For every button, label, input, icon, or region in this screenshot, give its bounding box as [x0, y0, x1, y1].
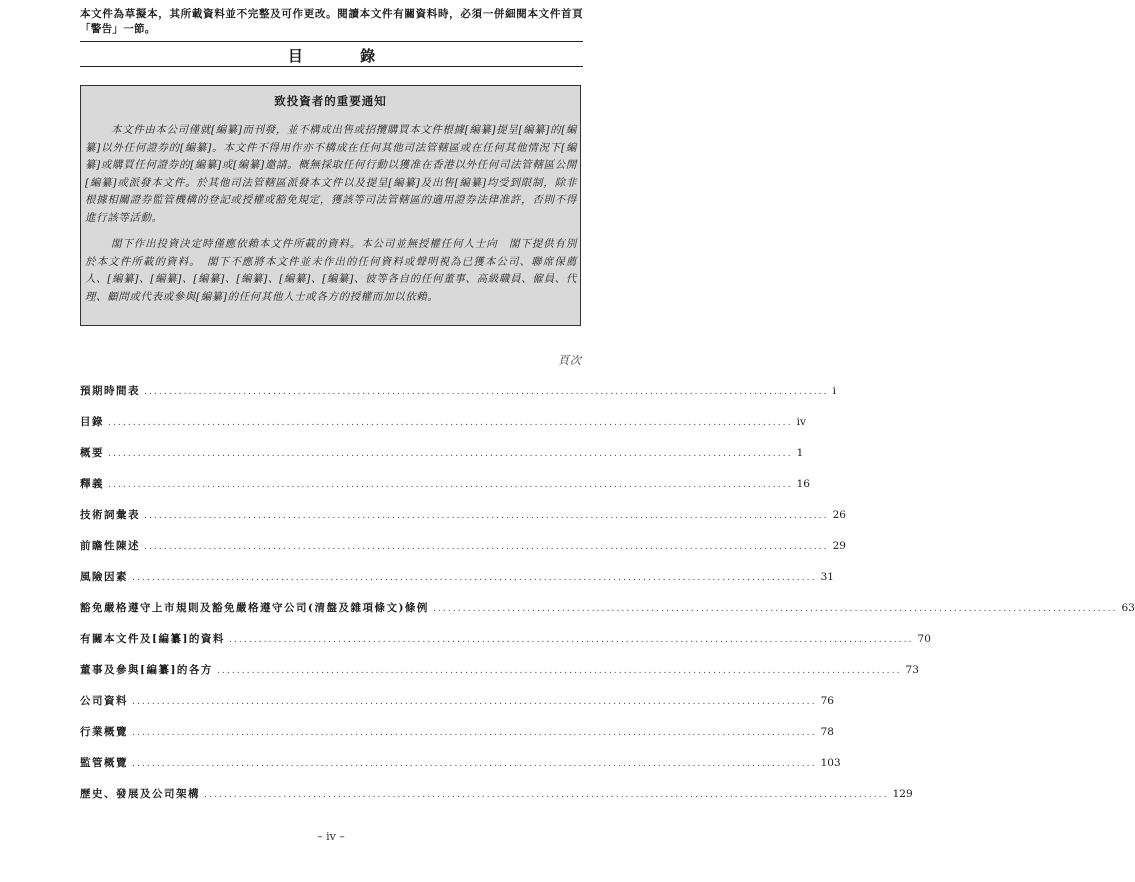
- toc-entry[interactable]: [80, 724, 834, 740]
- notice-title: 致投資者的重要通知: [274, 94, 387, 108]
- toc-leader-dots: ..........................................................................................................................................: [108, 418, 793, 428]
- page-number: – iv –: [317, 830, 345, 843]
- toc-entry-page: 73: [905, 664, 919, 676]
- header-rule-bottom: [80, 66, 583, 67]
- toc-entry-page: 103: [820, 757, 841, 769]
- toc-leader-dots: ..........................................................................................................................................: [144, 387, 829, 397]
- toc-entry-page: 1: [796, 447, 804, 459]
- toc-entry-page: 129: [892, 788, 913, 800]
- toc-entry[interactable]: [80, 476, 810, 492]
- toc-leader-dots: ..........................................................................................................................................: [144, 542, 829, 552]
- toc-entry-label: 預期時間表: [80, 385, 140, 397]
- toc-entry[interactable]: [80, 507, 846, 523]
- toc-entry[interactable]: [80, 600, 1135, 616]
- toc-entry-page: i: [832, 385, 836, 397]
- toc-entry-page: 63: [1121, 602, 1135, 614]
- toc-entry[interactable]: [80, 569, 834, 585]
- toc-leader-dots: ..........................................................................................................................................: [132, 759, 817, 769]
- toc-entry-label: 釋義: [80, 478, 104, 490]
- toc-entry-page: 26: [832, 509, 846, 521]
- toc-entry[interactable]: [80, 693, 834, 709]
- toc-entry-label: 有關本文件及[編纂]的資料: [80, 633, 225, 645]
- toc-leader-dots: ..........................................................................................................................................: [204, 790, 889, 800]
- toc-leader-dots: ..........................................................................................................................................: [132, 573, 817, 583]
- toc-leader-dots: ..........................................................................................................................................: [132, 697, 817, 707]
- important-notice-box: [80, 85, 581, 326]
- page-title: 目 錄: [287, 47, 402, 65]
- toc-leader-dots: ..........................................................................................................................................: [108, 480, 793, 490]
- toc-leader-dots: ..........................................................................................................................................: [144, 511, 829, 521]
- toc-entry-page: 31: [820, 571, 834, 583]
- toc-leader-dots: ..........................................................................................................................................: [108, 449, 793, 459]
- page-column-label: 頁次: [558, 354, 582, 367]
- toc-entry[interactable]: [80, 383, 836, 399]
- toc-entry-label: 目錄: [80, 416, 104, 428]
- toc-entry-label: 董事及參與[編纂]的各方: [80, 664, 213, 676]
- notice-paragraph-2: 閣下作出投資決定時僅應依賴本文件所載的資料。本公司並無授權任何人士向 閣下提供有別於本文件所載的資料。 閣下不應將本文件並未作出的任何資料或聲明視為已獲本公司、聯席保薦人、[編纂]、[編纂]、[編纂]、[編纂]、[編纂]、[編纂]、彼等各自的任何董事、高級職員、僱員、代理、顧問或代表或參與[編纂]的任何其他人士或各方的授權而加以依賴。: [85, 238, 577, 303]
- toc-entry[interactable]: [80, 631, 931, 647]
- toc-entry[interactable]: [80, 662, 919, 678]
- toc-entry[interactable]: [80, 414, 806, 430]
- toc-entry-page: 70: [917, 633, 931, 645]
- toc-leader-dots: ..........................................................................................................................................: [216, 666, 902, 676]
- toc-entry[interactable]: [80, 538, 846, 554]
- toc-entry-label: 公司資料: [80, 695, 128, 707]
- header-rule-top: [80, 41, 583, 42]
- toc-entry-label: 行業概覽: [80, 726, 128, 738]
- toc-leader-dots: ..........................................................................................................................................: [432, 604, 1118, 614]
- toc-entry-page: 29: [832, 540, 846, 552]
- toc-entry-page: 78: [820, 726, 834, 738]
- toc-entry-label: 技術詞彙表: [80, 509, 140, 521]
- toc-entry-page: 16: [796, 478, 810, 490]
- notice-paragraph-1: 本文件由本公司僅就[編纂]而刊發，並不構成出售或招攬購買本文件根據[編纂]提呈[編纂]的[編纂]以外任何證券的[編纂]。本文件不得用作亦不構成在任何其他司法管轄區或在任何其他情況下[編纂]或購買任何證券的[編纂]或[編纂]邀請。概無採取任何行動以獲准在香港以外任何司法管轄區公開[編纂]或派發本文件。於其他司法管轄區派發本文件以及提呈[編纂]及出售[編纂]均受到限制，除非根據相關證券監管機構的登記或授權或豁免規定，獲該等司法管轄區的適用證券法律准許，否則不得進行該等活動。: [85, 124, 577, 224]
- toc-entry-label: 概要: [80, 447, 104, 459]
- toc-entry-label: 歷史、發展及公司架構: [80, 788, 200, 800]
- toc-entry[interactable]: [80, 786, 913, 802]
- toc-entry-label: 豁免嚴格遵守上市規則及豁免嚴格遵守公司(清盤及雜項條文)條例: [80, 602, 429, 614]
- toc-leader-dots: ..........................................................................................................................................: [228, 635, 914, 645]
- toc-entry[interactable]: [80, 445, 804, 461]
- toc-entry-label: 前瞻性陳述: [80, 540, 140, 552]
- draft-warning-note: 本文件為草擬本，其所載資料並不完整及可作更改。閱讀本文件有關資料時，必須一併細閱本文件首頁「警告」一節。: [80, 8, 583, 35]
- toc-entry-page: 76: [820, 695, 834, 707]
- toc-entry-label: 監管概覽: [80, 757, 128, 769]
- toc-leader-dots: ..........................................................................................................................................: [132, 728, 817, 738]
- toc-entry[interactable]: [80, 755, 841, 771]
- toc-entry-page: iv: [796, 416, 806, 428]
- toc-entry-label: 風險因素: [80, 571, 128, 583]
